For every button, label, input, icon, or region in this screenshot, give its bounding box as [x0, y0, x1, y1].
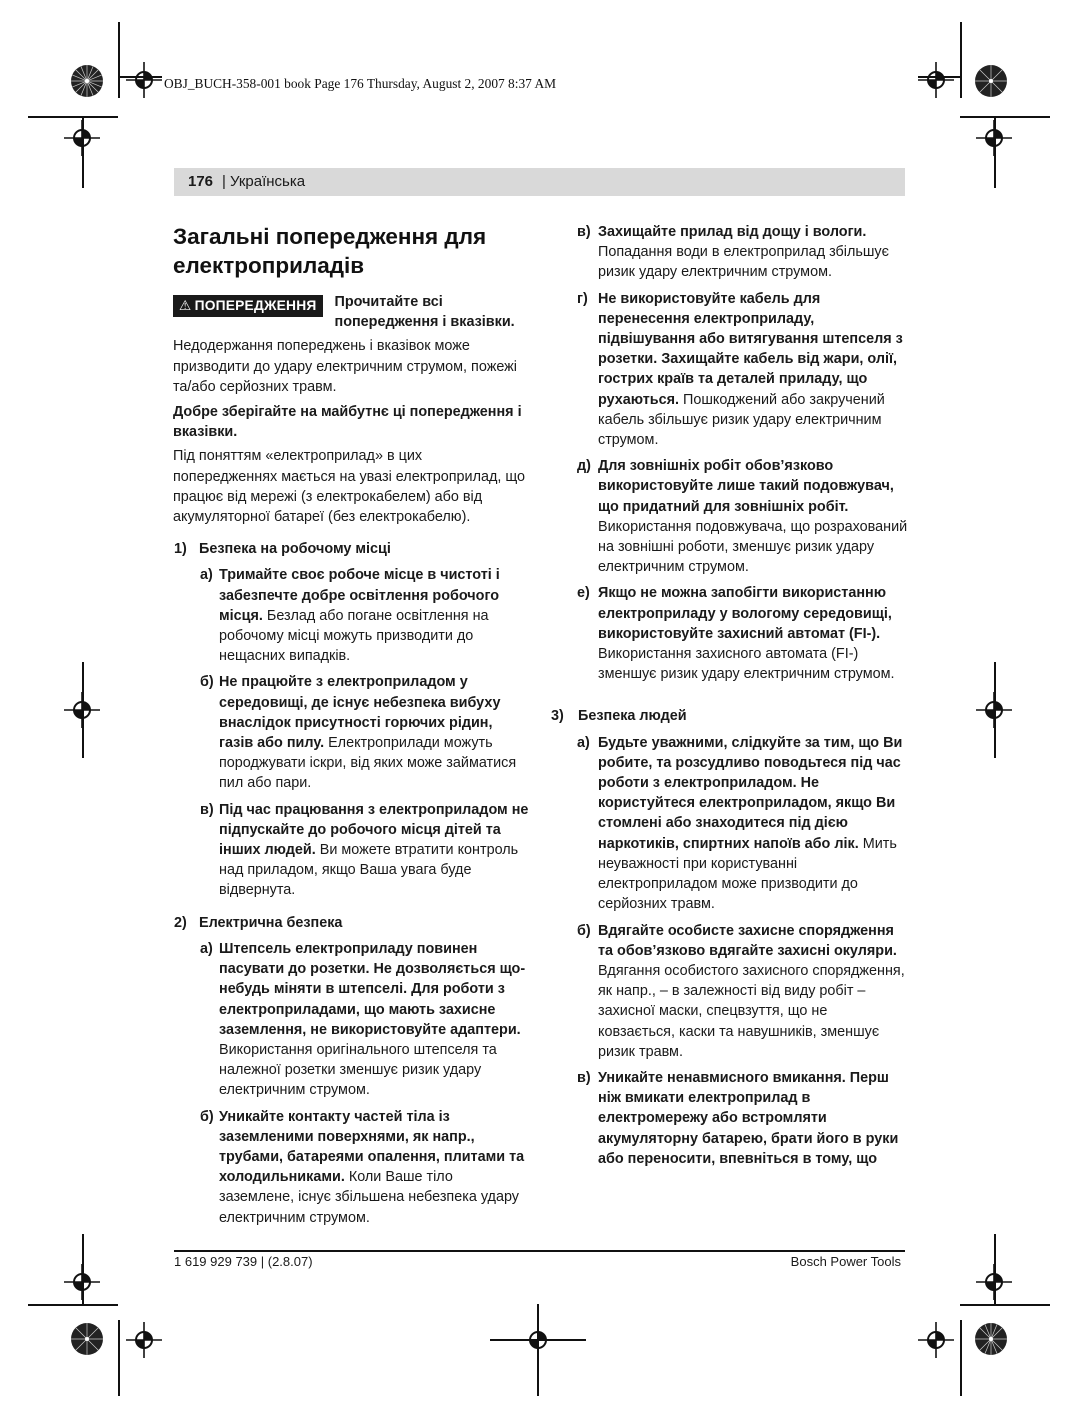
intro-keep-instructions: Добре зберігайте на майбутнє ці попередження і вказівки.: [173, 404, 522, 441]
registration-target-icon: [64, 1264, 100, 1300]
list-item: [550, 583, 908, 684]
starburst-mark-icon: [70, 1322, 104, 1356]
list-item: [550, 1068, 908, 1169]
list-item: [173, 939, 529, 1101]
item-label: в): [577, 1069, 591, 1086]
registration-target-icon: [976, 120, 1012, 156]
item-label: д): [577, 458, 591, 475]
crop-line: [537, 1304, 539, 1396]
starburst-mark-icon: [974, 1322, 1008, 1356]
item-warning: Штепсель електроприладу повинен пасувати до розетки. Не дозволяється що-небудь міняти в штепселі. Для роботи з електроприладами, що мають захисне заземлення, не використовуйте адаптери.: [219, 940, 526, 1038]
crop-line: [28, 1304, 118, 1306]
item-warning: Уникайте ненавмисного вмикання. Перш ніж вмикати електроприлад в електромережу або встромляти акумуляторну батарею, брати його в руки або переносити, впевніться в тому, що: [598, 1069, 899, 1167]
crop-line: [118, 1320, 120, 1396]
item-label: г): [577, 290, 588, 307]
section-number: 1): [174, 541, 187, 558]
item-label: в): [200, 801, 214, 818]
warning-triangle-icon: ⚠: [179, 298, 192, 313]
section-heading-text: Безпека на робочому місці: [199, 541, 391, 558]
left-column: [173, 222, 529, 1228]
registration-target-icon: [918, 1322, 954, 1358]
footer-brand: Bosch Power Tools: [790, 1254, 901, 1269]
item-explanation: Коли Ваше тіло заземлене, існує збільшена небезпека удару електричним струмом.: [219, 1169, 519, 1226]
list-item: [550, 222, 908, 283]
registration-target-icon: [126, 62, 162, 98]
footer-doc-number: 1 619 929 739 | (2.8.07): [174, 1254, 313, 1269]
list-item: [173, 1107, 529, 1228]
registration-target-icon: [64, 120, 100, 156]
item-label: в): [577, 224, 591, 240]
registration-target-icon: [918, 62, 954, 98]
registration-target-icon: [64, 692, 100, 728]
list-item: [550, 733, 908, 915]
section-heading-text: Електрична безпека: [199, 914, 343, 931]
item-warning: Для зовнішніх робіт обов’язково використовуйте лише такий подовжувач, що придатний для зовнішніх робіт.: [598, 458, 894, 515]
header-language: Українська: [230, 173, 306, 190]
crop-line: [960, 1304, 1050, 1306]
item-warning: Під час працювання з електроприладом не підпускайте до робочого місця дітей та інших людей.: [219, 801, 529, 859]
footer-rule: [174, 1250, 905, 1252]
warning-badge-label: ПОПЕРЕДЖЕННЯ: [194, 298, 317, 313]
item-warning: Будьте уважними, слідкуйте за тим, що Ви робите, та розсудливо поводьтеся під час роботи з електроприладом. Не користуйтеся електроприладом, якщо Ви стомлені або знаходитеся під дією наркотиків, спиртних напоїв або лік.: [598, 734, 903, 852]
item-explanation: Використання захисного автомата (FI-) зменшує ризик удару електричним струмом.: [598, 646, 895, 683]
section-heading: [173, 913, 529, 933]
running-header: [174, 168, 905, 196]
page-number: 176: [188, 173, 214, 190]
list-item: [550, 289, 908, 451]
item-explanation: Використання оригінального штепселя та належної розетки зменшує ризик удару електричним струмом.: [219, 1041, 497, 1099]
list-item: [173, 672, 529, 793]
item-explanation: Мить неуважності при користуванні електроприладом може призводити до серйозних травм.: [598, 835, 897, 913]
item-warning: Уникайте контакту частей тіла із заземленими поверхнями, як напр., трубами, батареями опалення, плитами та холодильниками.: [219, 1108, 525, 1186]
list-item: [550, 456, 908, 577]
item-warning: Якщо не можна запобігти використанню електроприладу у вологому середовищі, використовуйте захисний автомат (FI-).: [598, 585, 892, 642]
print-header: OBJ_BUCH-358-001 book Page 176 Thursday, August 2, 2007 8:37 AM: [164, 76, 557, 91]
list-item: [550, 921, 908, 1062]
item-label: е): [577, 585, 590, 602]
item-label: а): [577, 734, 590, 751]
list-item: [173, 565, 529, 666]
crop-line: [960, 116, 1050, 118]
crop-line: [960, 1320, 962, 1396]
section-heading: [173, 539, 529, 559]
item-explanation: Використання подовжувача, що розрахований на зовнішні роботи, зменшує ризик удару електричним струмом.: [598, 518, 908, 576]
item-explanation: Електроприлади можуть породжувати іскри, від яких може займатися пил або пари.: [219, 735, 517, 792]
item-label: а): [200, 567, 213, 584]
starburst-mark-icon: [70, 64, 104, 98]
item-label: б): [200, 674, 214, 691]
item-label: б): [577, 922, 591, 939]
crop-line: [118, 22, 120, 98]
item-explanation: Пошкоджений або закручений кабель збільшує ризик удару електричним струмом.: [598, 391, 885, 449]
crop-line: [960, 22, 962, 98]
item-warning: Вдягайте особисте захисне спорядження та обов’язково вдягайте захисні окуляри.: [598, 922, 897, 959]
item-warning: Захищайте прилад від дощу і вологи.: [598, 224, 867, 240]
starburst-mark-icon: [974, 64, 1008, 98]
list-item: [173, 800, 529, 901]
registration-target-icon: [976, 1264, 1012, 1300]
item-warning: Не працюйте з електроприладом у середовищі, де існує небезпека вибуху внаслідок присутності горючих рідин, газів або пилу.: [219, 674, 501, 752]
intro-paragraph: Недодержання попереджень і вказівок може призводити до удару електричним струмом, пожежі та/або серйозних травм.: [173, 338, 517, 395]
item-explanation: Ви можете втратити контроль над приладом, якщо Ваша увага буде відвернута.: [219, 842, 519, 899]
item-label: а): [200, 940, 213, 957]
warning-block: [173, 292, 529, 332]
item-warning: Тримайте своє робоче місце в чистоті і забезпечте добре освітлення робочого місця.: [219, 567, 500, 624]
item-label: б): [200, 1108, 214, 1125]
section-heading-text: Безпека людей: [578, 708, 687, 725]
intro-definition: Під поняттям «електроприлад» в цих попередженнях мається на увазі електроприлад, що працює від мережі (з електрокабелем) або від акумуляторної батареї (без електрокабелю).: [173, 448, 526, 526]
section-number: 3): [551, 708, 564, 725]
page-title: Загальні попередження для електроприладів: [173, 224, 487, 278]
registration-target-icon: [126, 1322, 162, 1358]
registration-target-icon: [976, 692, 1012, 728]
warning-text: Прочитайте всі попередження і вказівки.: [334, 294, 515, 331]
warning-badge: [173, 295, 323, 317]
right-column: [550, 222, 908, 1169]
item-explanation: Вдягання особистого захисного спорядження, як напр., – в залежності від виду робіт – захисної маски, спецвзуття, що не ковзається, каски та навушників, зменшує ризик травм.: [598, 962, 905, 1060]
item-explanation: Безлад або погане освітлення на робочому місці можуть призводити до нещасних випадків.: [219, 607, 489, 665]
header-separator: |: [222, 173, 226, 190]
section-number: 2): [174, 914, 187, 931]
crop-line: [28, 116, 118, 118]
item-warning: Не використовуйте кабель для перенесення електроприладу, підвішування або витягування штепселя з розетки. Захищайте кабель від жари, олії, гострих країв та деталей приладу, що рухаються.: [598, 290, 903, 408]
item-explanation: Попадання води в електроприлад збільшує ризик удару електричним струмом.: [598, 244, 889, 281]
section-heading: [550, 706, 908, 726]
